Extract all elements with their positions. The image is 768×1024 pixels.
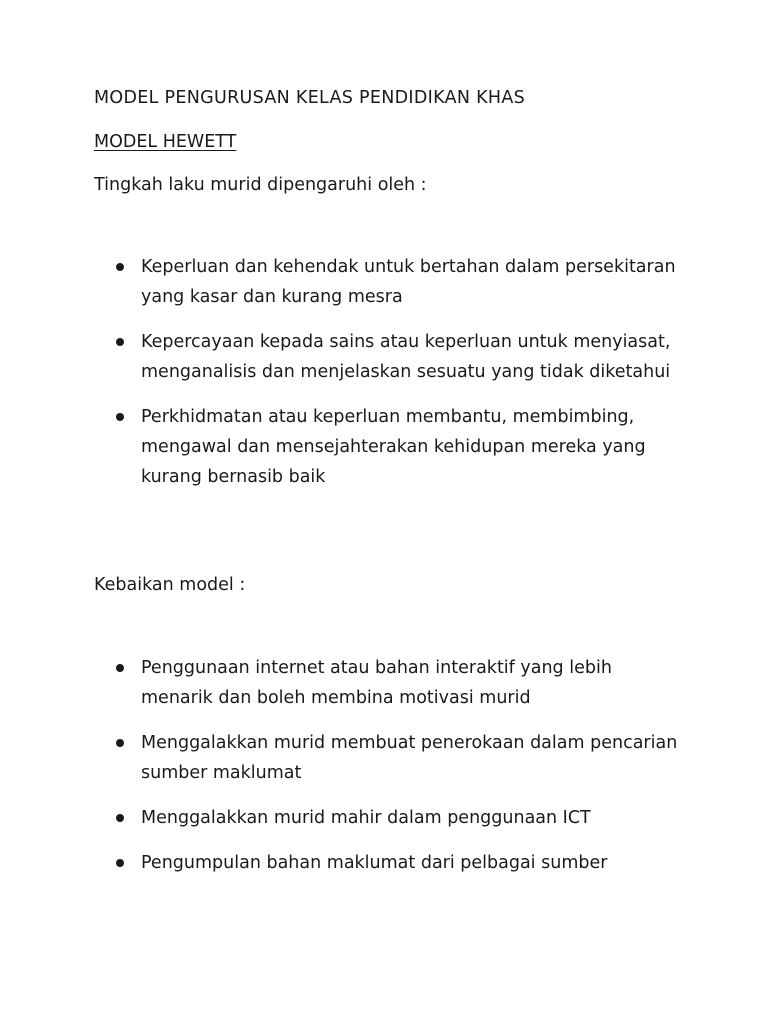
benefits-heading: Kebaikan model : <box>94 575 246 595</box>
list-item-text: Menggalakkan murid membuat penerokaan dalam pencarian sumber maklumat <box>141 733 678 783</box>
list-item <box>94 402 684 492</box>
list-item <box>94 803 684 833</box>
section-heading: MODEL HEWETT <box>94 132 237 152</box>
list-item <box>94 653 684 713</box>
list-item <box>94 848 684 878</box>
influences-list <box>94 252 684 507</box>
bullet-icon <box>116 413 124 421</box>
list-item <box>94 252 684 312</box>
list-item-text: Kepercayaan kepada sains atau keperluan untuk menyiasat, menganalisis dan menjelaskan sesuatu yang tidak diketahui <box>141 332 671 382</box>
document-title: MODEL PENGURUSAN KELAS PENDIDIKAN KHAS <box>94 88 526 108</box>
list-item-text: Penggunaan internet atau bahan interaktif yang lebih menarik dan boleh membina motivasi murid <box>141 658 612 708</box>
bullet-icon <box>116 859 124 867</box>
list-item-text: Menggalakkan murid mahir dalam penggunaan ICT <box>141 808 591 828</box>
bullet-icon <box>116 664 124 672</box>
list-item-text: Perkhidmatan atau keperluan membantu, membimbing, mengawal dan mensejahterakan kehidupan mereka yang kurang bernasib baik <box>141 407 646 487</box>
list-item-text: Pengumpulan bahan maklumat dari pelbagai sumber <box>141 853 608 873</box>
list-item <box>94 728 684 788</box>
bullet-icon <box>116 263 124 271</box>
intro-paragraph: Tingkah laku murid dipengaruhi oleh : <box>94 175 427 195</box>
list-item-text: Keperluan dan kehendak untuk bertahan dalam persekitaran yang kasar dan kurang mesra <box>141 257 676 307</box>
bullet-icon <box>116 814 124 822</box>
list-item <box>94 327 684 387</box>
bullet-icon <box>116 739 124 747</box>
benefits-list <box>94 653 684 893</box>
bullet-icon <box>116 338 124 346</box>
